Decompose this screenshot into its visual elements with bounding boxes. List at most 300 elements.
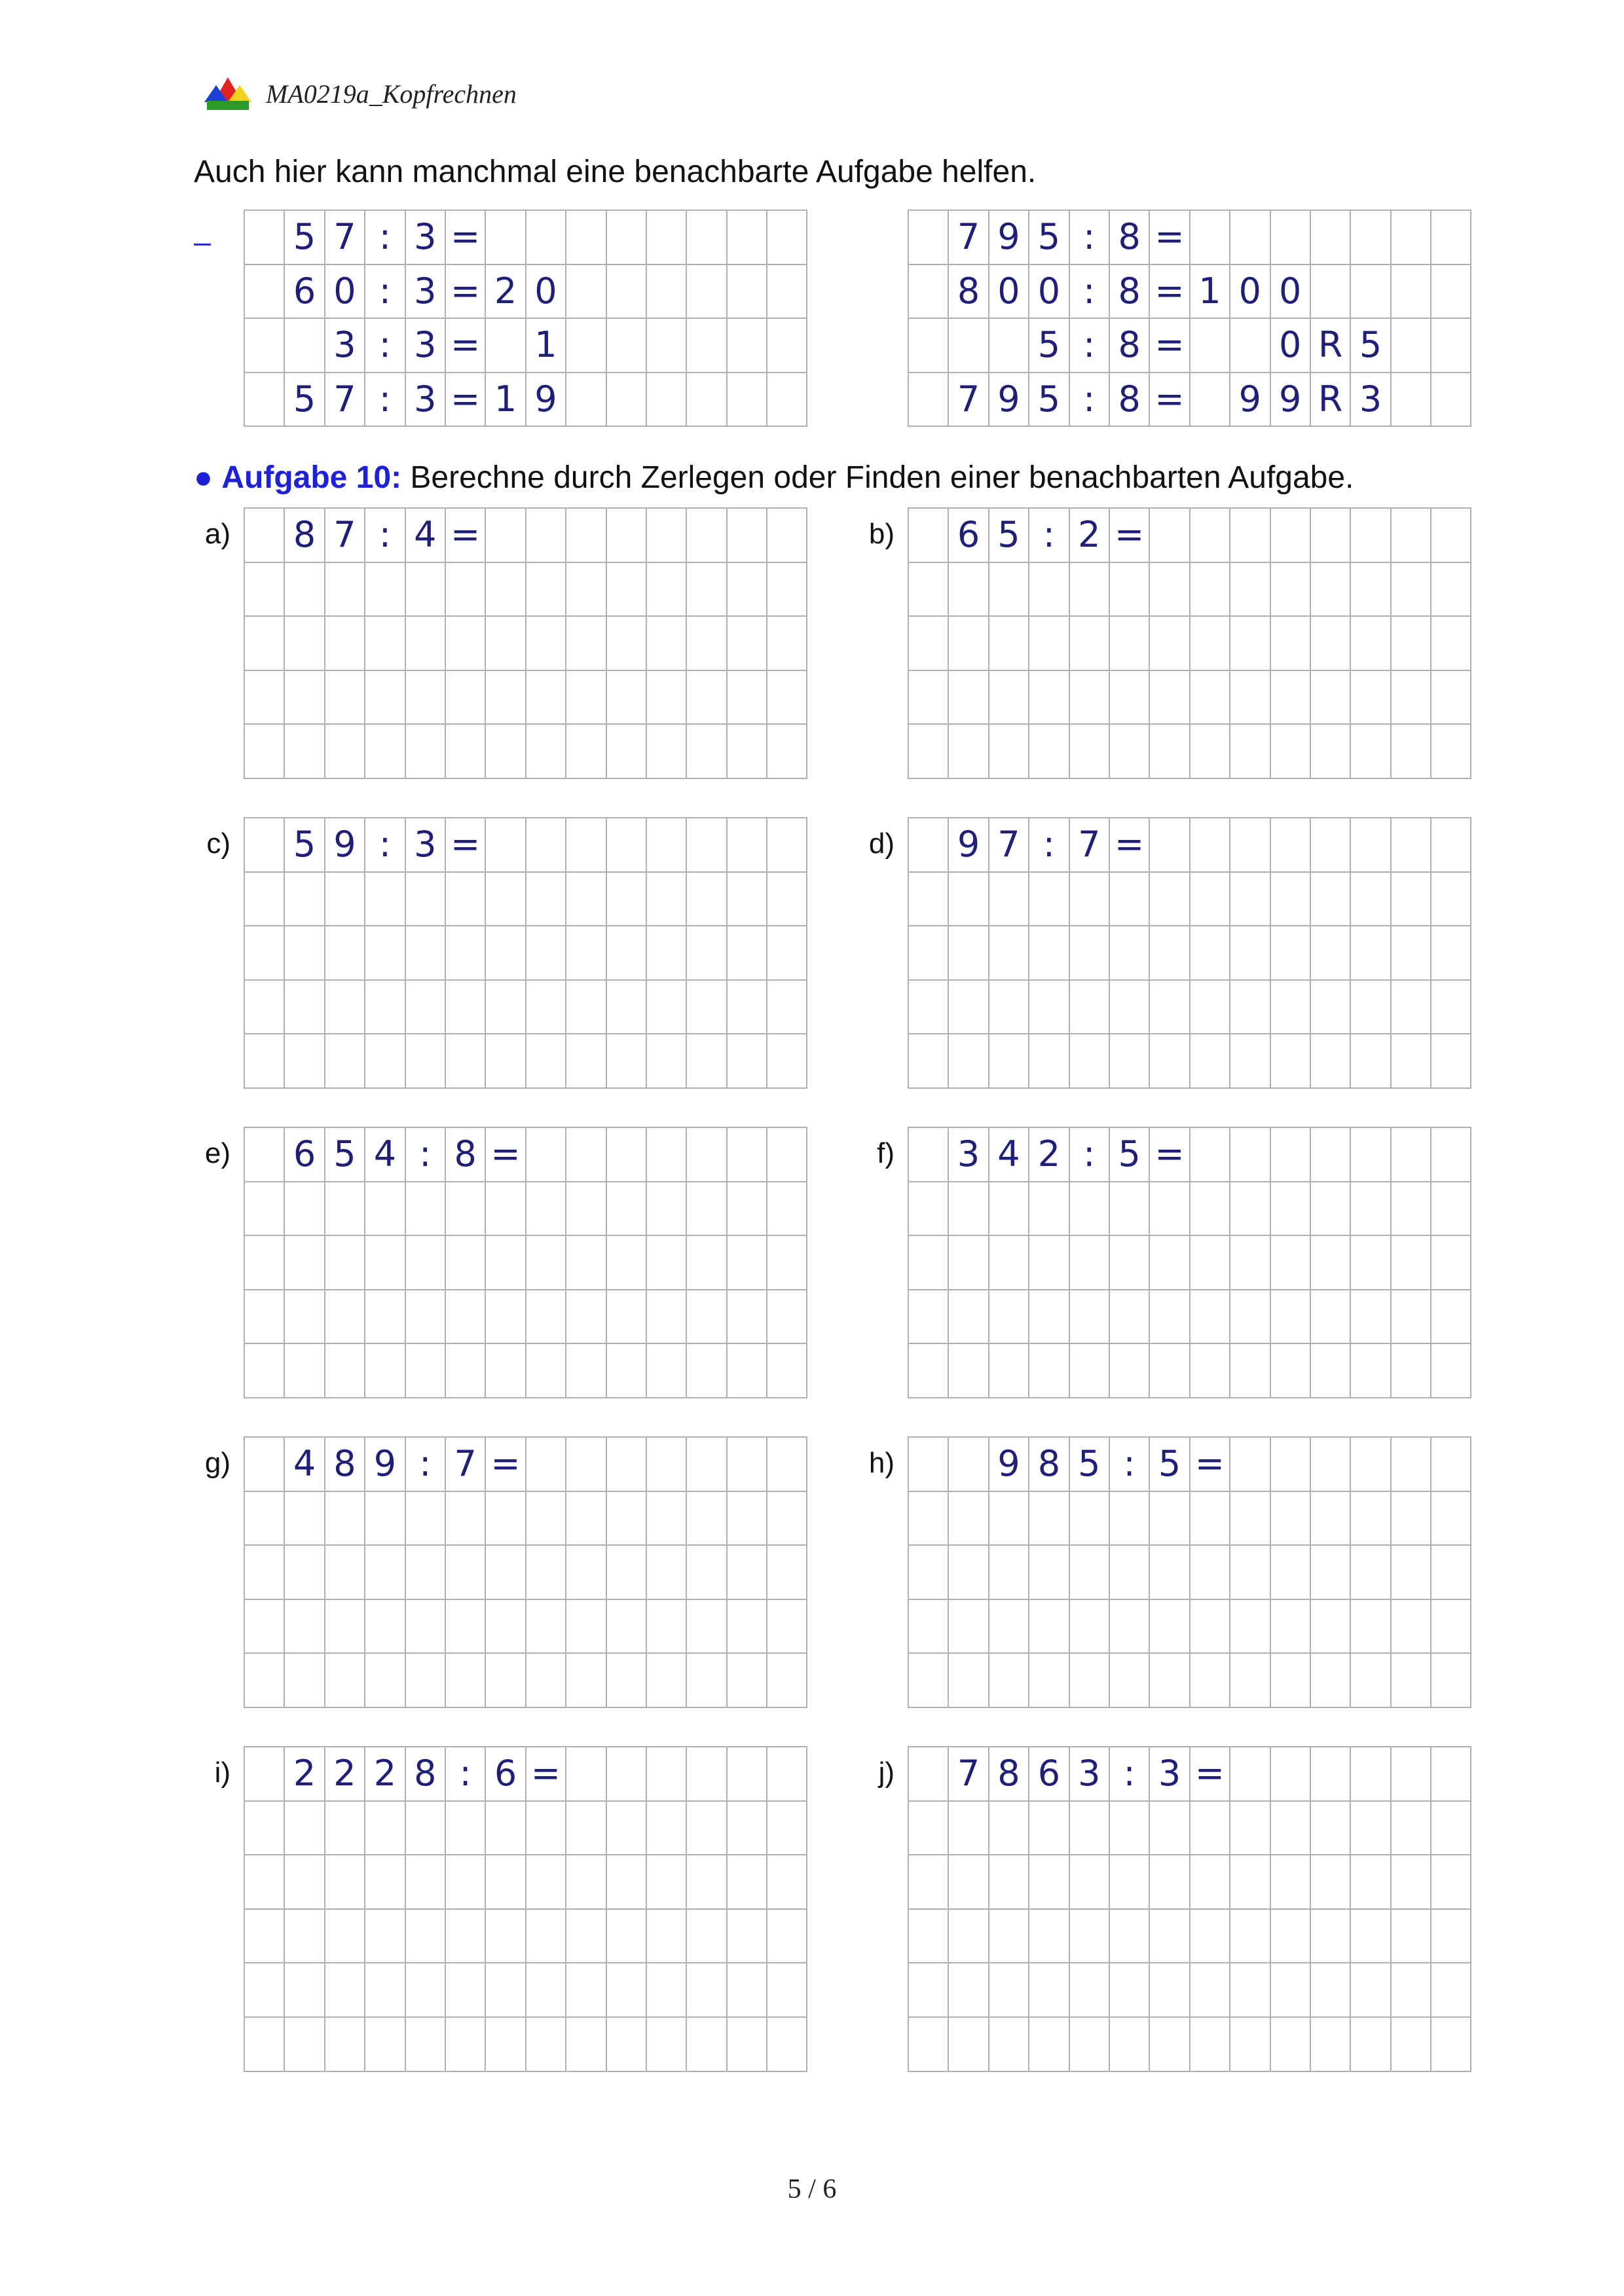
grid-cell[interactable] <box>1271 1182 1311 1237</box>
grid-cell[interactable] <box>1070 725 1110 779</box>
grid-cell[interactable] <box>1190 671 1230 725</box>
grid-cell[interactable] <box>1392 265 1431 319</box>
grid-cell[interactable] <box>767 1963 807 2018</box>
grid-cell[interactable] <box>728 1182 767 1237</box>
grid-cell[interactable] <box>1190 1802 1230 1856</box>
grid-cell[interactable] <box>406 1546 446 1600</box>
grid-cell[interactable]: : <box>365 211 405 265</box>
grid-cell[interactable] <box>285 1802 325 1856</box>
grid-cell[interactable]: 8 <box>285 509 325 563</box>
grid-cell[interactable] <box>245 2018 285 2072</box>
grid-cell[interactable] <box>566 1546 606 1600</box>
grid-cell[interactable] <box>767 265 807 319</box>
grid-cell[interactable]: 7 <box>989 818 1029 873</box>
grid-cell[interactable] <box>687 1963 727 2018</box>
grid-cell[interactable] <box>245 1747 285 1802</box>
grid-cell[interactable] <box>486 1492 526 1546</box>
grid-cell[interactable] <box>1311 617 1351 671</box>
grid-cell[interactable] <box>949 1438 989 1492</box>
grid-cell[interactable] <box>1351 1236 1391 1290</box>
grid-cell[interactable] <box>1392 509 1431 563</box>
grid-cell[interactable] <box>1271 981 1311 1035</box>
grid-cell[interactable] <box>406 1034 446 1089</box>
grid-cell[interactable] <box>245 1600 285 1654</box>
grid-cell[interactable] <box>1230 1344 1270 1398</box>
grid-cell[interactable] <box>949 1290 989 1345</box>
grid-cell[interactable] <box>989 1236 1029 1290</box>
grid-cell[interactable] <box>446 1600 486 1654</box>
grid-cell[interactable] <box>325 1910 365 1964</box>
grid-cell[interactable] <box>767 2018 807 2072</box>
grid-cell[interactable] <box>1351 1600 1391 1654</box>
grid-cell[interactable] <box>526 1344 566 1398</box>
grid-cell[interactable] <box>728 1963 767 2018</box>
grid-cell[interactable]: = <box>1110 509 1150 563</box>
grid-cell[interactable] <box>526 1802 566 1856</box>
grid-cell[interactable] <box>1070 1654 1110 1708</box>
grid-cell[interactable] <box>1150 1855 1190 1910</box>
grid-cell[interactable] <box>1311 671 1351 725</box>
grid-cell[interactable]: 9 <box>989 211 1029 265</box>
grid-cell[interactable]: R <box>1311 373 1351 428</box>
grid-cell[interactable] <box>486 671 526 725</box>
grid-cell[interactable] <box>245 1963 285 2018</box>
grid-cell[interactable] <box>1271 1910 1311 1964</box>
grid-cell[interactable] <box>1070 1034 1110 1089</box>
grid-cell[interactable] <box>1392 1128 1431 1182</box>
grid-cell[interactable] <box>285 1492 325 1546</box>
grid-cell[interactable] <box>1230 1747 1270 1802</box>
grid-cell[interactable] <box>728 265 767 319</box>
grid-cell[interactable] <box>406 1910 446 1964</box>
grid-cell[interactable] <box>728 1290 767 1345</box>
grid-cell[interactable] <box>1110 1910 1150 1964</box>
grid-cell[interactable]: 9 <box>365 1438 405 1492</box>
grid-cell[interactable] <box>728 1438 767 1492</box>
grid-cell[interactable]: 0 <box>1230 265 1270 319</box>
grid-cell[interactable]: 7 <box>325 211 365 265</box>
grid-cell[interactable] <box>607 563 647 617</box>
grid-cell[interactable] <box>1271 1747 1311 1802</box>
grid-cell[interactable] <box>607 926 647 981</box>
grid-cell[interactable]: 9 <box>989 1438 1029 1492</box>
grid-cell[interactable] <box>1311 1963 1351 2018</box>
grid-cell[interactable] <box>1070 2018 1110 2072</box>
grid-cell[interactable] <box>1190 1344 1230 1398</box>
grid-cell[interactable] <box>687 873 727 927</box>
grid-cell[interactable] <box>607 1438 647 1492</box>
grid-cell[interactable] <box>1271 617 1311 671</box>
grid-cell[interactable] <box>446 563 486 617</box>
grid-cell[interactable] <box>1431 1910 1471 1964</box>
grid-cell[interactable]: 9 <box>1271 373 1311 428</box>
grid-cell[interactable] <box>1311 1600 1351 1654</box>
grid-cell[interactable] <box>526 725 566 779</box>
grid-cell[interactable] <box>526 671 566 725</box>
grid-cell[interactable]: 0 <box>1029 265 1069 319</box>
grid-cell[interactable] <box>687 563 727 617</box>
grid-cell[interactable] <box>486 211 526 265</box>
grid-cell[interactable] <box>607 1747 647 1802</box>
grid-cell[interactable] <box>989 1963 1029 2018</box>
grid-cell[interactable] <box>365 1344 405 1398</box>
grid-cell[interactable] <box>1431 1492 1471 1546</box>
grid-cell[interactable] <box>1110 1236 1150 1290</box>
grid-cell[interactable] <box>245 1236 285 1290</box>
grid-cell[interactable]: = <box>446 509 486 563</box>
grid-cell[interactable] <box>1271 1034 1311 1089</box>
grid-cell[interactable] <box>1392 926 1431 981</box>
grid-cell[interactable] <box>1150 1492 1190 1546</box>
grid-cell[interactable] <box>1392 1344 1431 1398</box>
grid-cell[interactable] <box>1271 509 1311 563</box>
grid-cell[interactable] <box>989 873 1029 927</box>
grid-cell[interactable] <box>1029 926 1069 981</box>
grid-cell[interactable] <box>909 873 949 927</box>
grid-cell[interactable] <box>1392 671 1431 725</box>
grid-cell[interactable] <box>607 509 647 563</box>
grid-cell[interactable]: 4 <box>989 1128 1029 1182</box>
grid-cell[interactable]: 5 <box>1110 1128 1150 1182</box>
grid-cell[interactable] <box>607 1236 647 1290</box>
grid-cell[interactable] <box>909 725 949 779</box>
grid-cell[interactable] <box>1070 617 1110 671</box>
grid-cell[interactable] <box>1029 1600 1069 1654</box>
grid-cell[interactable] <box>325 1546 365 1600</box>
grid-cell[interactable]: 3 <box>406 818 446 873</box>
grid-cell[interactable] <box>767 319 807 373</box>
grid-cell[interactable] <box>647 509 687 563</box>
grid-cell[interactable] <box>647 1600 687 1654</box>
grid-cell[interactable] <box>909 2018 949 2072</box>
grid-cell[interactable] <box>1351 1034 1391 1089</box>
grid-cell[interactable] <box>1150 617 1190 671</box>
grid-cell[interactable] <box>647 1438 687 1492</box>
grid-cell[interactable] <box>1431 617 1471 671</box>
grid-cell[interactable] <box>1392 1910 1431 1964</box>
grid-cell[interactable] <box>285 926 325 981</box>
grid-cell[interactable] <box>1150 563 1190 617</box>
grid-cell[interactable]: 3 <box>325 319 365 373</box>
grid-cell[interactable] <box>1392 1438 1431 1492</box>
grid-cell[interactable] <box>446 1910 486 1964</box>
grid-cell[interactable] <box>526 1034 566 1089</box>
grid-cell[interactable] <box>1271 2018 1311 2072</box>
grid-cell[interactable] <box>1070 926 1110 981</box>
grid-cell[interactable] <box>245 319 285 373</box>
grid-cell[interactable] <box>1311 1546 1351 1600</box>
grid-cell[interactable] <box>486 1963 526 2018</box>
grid-cell[interactable] <box>728 1855 767 1910</box>
grid-cell[interactable] <box>728 617 767 671</box>
grid-cell[interactable] <box>446 1855 486 1910</box>
grid-cell[interactable] <box>325 1492 365 1546</box>
grid-cell[interactable] <box>647 1546 687 1600</box>
grid-cell[interactable] <box>526 1963 566 2018</box>
grid-cell[interactable]: 0 <box>1271 265 1311 319</box>
grid-cell[interactable] <box>1230 1802 1270 1856</box>
grid-cell[interactable] <box>647 1963 687 2018</box>
grid-cell[interactable] <box>1070 1910 1110 1964</box>
grid-cell[interactable] <box>949 1963 989 2018</box>
grid-cell[interactable]: 5 <box>285 373 325 428</box>
grid-cell[interactable] <box>406 1963 446 2018</box>
grid-cell[interactable] <box>1110 1182 1150 1237</box>
grid-cell[interactable]: 3 <box>1150 1747 1190 1802</box>
grid-cell[interactable] <box>406 2018 446 2072</box>
grid-cell[interactable] <box>1351 211 1391 265</box>
grid-cell[interactable] <box>647 1344 687 1398</box>
grid-cell[interactable] <box>486 319 526 373</box>
grid-cell[interactable]: 5 <box>1150 1438 1190 1492</box>
grid-cell[interactable] <box>1271 1344 1311 1398</box>
grid-cell[interactable] <box>1150 1236 1190 1290</box>
grid-cell[interactable] <box>1070 671 1110 725</box>
grid-cell[interactable] <box>1150 1600 1190 1654</box>
grid-cell[interactable] <box>285 1182 325 1237</box>
grid-cell[interactable] <box>687 1747 727 1802</box>
grid-cell[interactable] <box>1392 1492 1431 1546</box>
grid-cell[interactable] <box>1311 873 1351 927</box>
grid-cell[interactable] <box>1431 981 1471 1035</box>
grid-cell[interactable] <box>1190 563 1230 617</box>
grid-cell[interactable]: = <box>1150 319 1190 373</box>
grid-cell[interactable] <box>1070 1236 1110 1290</box>
grid-cell[interactable] <box>1351 1855 1391 1910</box>
grid-cell[interactable] <box>909 617 949 671</box>
grid-cell[interactable] <box>446 1034 486 1089</box>
grid-cell[interactable] <box>486 1855 526 1910</box>
grid-cell[interactable] <box>1351 818 1391 873</box>
grid-cell[interactable] <box>909 1236 949 1290</box>
grid-cell[interactable] <box>446 1236 486 1290</box>
grid-cell[interactable] <box>406 1182 446 1237</box>
grid-cell[interactable] <box>566 1910 606 1964</box>
grid-cell[interactable] <box>607 818 647 873</box>
grid-cell[interactable] <box>1190 926 1230 981</box>
grid-cell[interactable]: 0 <box>526 265 566 319</box>
grid-cell[interactable] <box>1110 873 1150 927</box>
grid-cell[interactable] <box>526 617 566 671</box>
grid-cell[interactable] <box>767 1344 807 1398</box>
grid-cell[interactable] <box>1431 509 1471 563</box>
grid-cell[interactable] <box>1392 1290 1431 1345</box>
grid-cell[interactable]: : <box>365 319 405 373</box>
grid-cell[interactable] <box>566 1802 606 1856</box>
grid-cell[interactable] <box>1190 1128 1230 1182</box>
grid-cell[interactable] <box>687 1855 727 1910</box>
grid-cell[interactable] <box>949 319 989 373</box>
grid-cell[interactable] <box>1110 1290 1150 1345</box>
grid-cell[interactable] <box>365 2018 405 2072</box>
grid-cell[interactable] <box>728 2018 767 2072</box>
grid-cell[interactable] <box>486 1600 526 1654</box>
grid-cell[interactable] <box>607 1546 647 1600</box>
grid-cell[interactable] <box>1431 1963 1471 2018</box>
grid-cell[interactable] <box>728 211 767 265</box>
grid-cell[interactable]: 3 <box>1070 1747 1110 1802</box>
grid-cell[interactable] <box>1110 1492 1150 1546</box>
grid-cell[interactable] <box>1271 1802 1311 1856</box>
grid-cell[interactable] <box>767 563 807 617</box>
grid-cell[interactable] <box>406 1654 446 1708</box>
grid-cell[interactable] <box>647 1290 687 1345</box>
grid-cell[interactable] <box>1029 1182 1069 1237</box>
grid-cell[interactable] <box>767 671 807 725</box>
grid-cell[interactable] <box>647 2018 687 2072</box>
grid-cell[interactable] <box>365 725 405 779</box>
grid-cell[interactable] <box>526 1910 566 1964</box>
grid-cell[interactable] <box>1392 2018 1431 2072</box>
grid-cell[interactable] <box>1190 1654 1230 1708</box>
grid-cell[interactable] <box>566 1963 606 2018</box>
grid-cell[interactable] <box>728 873 767 927</box>
grid-cell[interactable] <box>909 1182 949 1237</box>
grid-cell[interactable] <box>909 1600 949 1654</box>
grid-cell[interactable] <box>245 926 285 981</box>
grid-cell[interactable]: = <box>446 319 486 373</box>
grid-cell[interactable] <box>607 981 647 1035</box>
grid-cell[interactable] <box>526 926 566 981</box>
grid-cell[interactable] <box>909 1438 949 1492</box>
grid-cell[interactable] <box>1311 1910 1351 1964</box>
grid-cell[interactable] <box>406 1290 446 1345</box>
grid-cell[interactable] <box>325 1344 365 1398</box>
grid-cell[interactable] <box>566 671 606 725</box>
grid-cell[interactable] <box>909 1654 949 1708</box>
grid-cell[interactable] <box>687 373 727 428</box>
grid-cell[interactable]: 6 <box>486 1747 526 1802</box>
grid-cell[interactable] <box>607 373 647 428</box>
grid-cell[interactable] <box>566 981 606 1035</box>
grid-cell[interactable] <box>1351 1438 1391 1492</box>
grid-cell[interactable] <box>285 1034 325 1089</box>
grid-cell[interactable] <box>989 2018 1029 2072</box>
grid-cell[interactable] <box>687 1438 727 1492</box>
grid-cell[interactable] <box>1150 818 1190 873</box>
grid-cell[interactable] <box>949 671 989 725</box>
grid-cell[interactable] <box>325 1034 365 1089</box>
grid-cell[interactable] <box>526 211 566 265</box>
grid-cell[interactable] <box>1029 981 1069 1035</box>
grid-cell[interactable] <box>687 981 727 1035</box>
grid-cell[interactable] <box>728 1654 767 1708</box>
grid-cell[interactable] <box>687 2018 727 2072</box>
grid-cell[interactable] <box>486 1910 526 1964</box>
grid-cell[interactable] <box>909 1492 949 1546</box>
grid-cell[interactable] <box>1431 671 1471 725</box>
grid-cell[interactable] <box>245 211 285 265</box>
grid-cell[interactable] <box>909 509 949 563</box>
grid-cell[interactable]: 3 <box>406 319 446 373</box>
grid-cell[interactable] <box>1070 1546 1110 1600</box>
grid-cell[interactable] <box>1431 818 1471 873</box>
grid-cell[interactable]: 5 <box>1070 1438 1110 1492</box>
grid-cell[interactable] <box>285 1344 325 1398</box>
grid-cell[interactable] <box>365 671 405 725</box>
grid-cell[interactable]: 0 <box>325 265 365 319</box>
grid-cell[interactable] <box>909 1546 949 1600</box>
grid-cell[interactable] <box>687 1546 727 1600</box>
grid-cell[interactable] <box>1431 1438 1471 1492</box>
grid-cell[interactable] <box>949 1236 989 1290</box>
grid-cell[interactable] <box>1070 563 1110 617</box>
grid-cell[interactable] <box>647 1492 687 1546</box>
grid-cell[interactable] <box>989 617 1029 671</box>
grid-cell[interactable] <box>1190 1236 1230 1290</box>
grid-cell[interactable] <box>647 1654 687 1708</box>
grid-cell[interactable] <box>728 1492 767 1546</box>
grid-cell[interactable] <box>526 509 566 563</box>
grid-cell[interactable] <box>687 617 727 671</box>
grid-cell[interactable] <box>526 1236 566 1290</box>
grid-cell[interactable] <box>1190 1546 1230 1600</box>
grid-cell[interactable] <box>1392 211 1431 265</box>
grid-cell[interactable] <box>566 1492 606 1546</box>
grid-cell[interactable] <box>486 1290 526 1345</box>
grid-cell[interactable] <box>1351 873 1391 927</box>
grid-cell[interactable] <box>1311 1747 1351 1802</box>
grid-cell[interactable] <box>687 265 727 319</box>
grid-cell[interactable] <box>486 873 526 927</box>
grid-cell[interactable] <box>446 1290 486 1345</box>
grid-cell[interactable] <box>1029 1492 1069 1546</box>
grid-cell[interactable] <box>687 1654 727 1708</box>
grid-cell[interactable] <box>1029 1654 1069 1708</box>
grid-cell[interactable] <box>1311 1654 1351 1708</box>
grid-cell[interactable] <box>566 1747 606 1802</box>
grid-cell[interactable] <box>1431 1802 1471 1856</box>
grid-cell[interactable] <box>406 926 446 981</box>
grid-cell[interactable] <box>1029 873 1069 927</box>
grid-cell[interactable] <box>1070 873 1110 927</box>
grid-cell[interactable] <box>325 1963 365 2018</box>
grid-cell[interactable] <box>566 926 606 981</box>
grid-cell[interactable] <box>566 2018 606 2072</box>
grid-cell[interactable] <box>566 818 606 873</box>
grid-cell[interactable] <box>566 1290 606 1345</box>
grid-cell[interactable] <box>1230 1290 1270 1345</box>
grid-cell[interactable] <box>1392 1654 1431 1708</box>
grid-cell[interactable] <box>486 509 526 563</box>
grid-cell[interactable] <box>949 1654 989 1708</box>
grid-cell[interactable] <box>767 1600 807 1654</box>
grid-cell[interactable] <box>245 725 285 779</box>
grid-cell[interactable] <box>526 1492 566 1546</box>
grid-cell[interactable] <box>1271 1128 1311 1182</box>
grid-cell[interactable] <box>909 1290 949 1345</box>
grid-cell[interactable] <box>909 818 949 873</box>
grid-cell[interactable]: 4 <box>285 1438 325 1492</box>
grid-cell[interactable] <box>647 981 687 1035</box>
grid-cell[interactable] <box>767 818 807 873</box>
grid-cell[interactable] <box>446 2018 486 2072</box>
grid-cell[interactable] <box>1110 1034 1150 1089</box>
grid-cell[interactable] <box>909 1802 949 1856</box>
grid-cell[interactable] <box>728 1802 767 1856</box>
grid-cell[interactable] <box>767 1182 807 1237</box>
grid-cell[interactable]: 7 <box>1070 818 1110 873</box>
grid-cell[interactable] <box>1110 1344 1150 1398</box>
grid-cell[interactable]: : <box>446 1747 486 1802</box>
grid-cell[interactable]: : <box>1110 1747 1150 1802</box>
grid-cell[interactable] <box>245 1034 285 1089</box>
grid-cell[interactable] <box>486 1546 526 1600</box>
grid-cell[interactable] <box>1431 926 1471 981</box>
grid-cell[interactable] <box>949 1034 989 1089</box>
grid-cell[interactable] <box>909 1034 949 1089</box>
grid-cell[interactable] <box>1271 818 1311 873</box>
